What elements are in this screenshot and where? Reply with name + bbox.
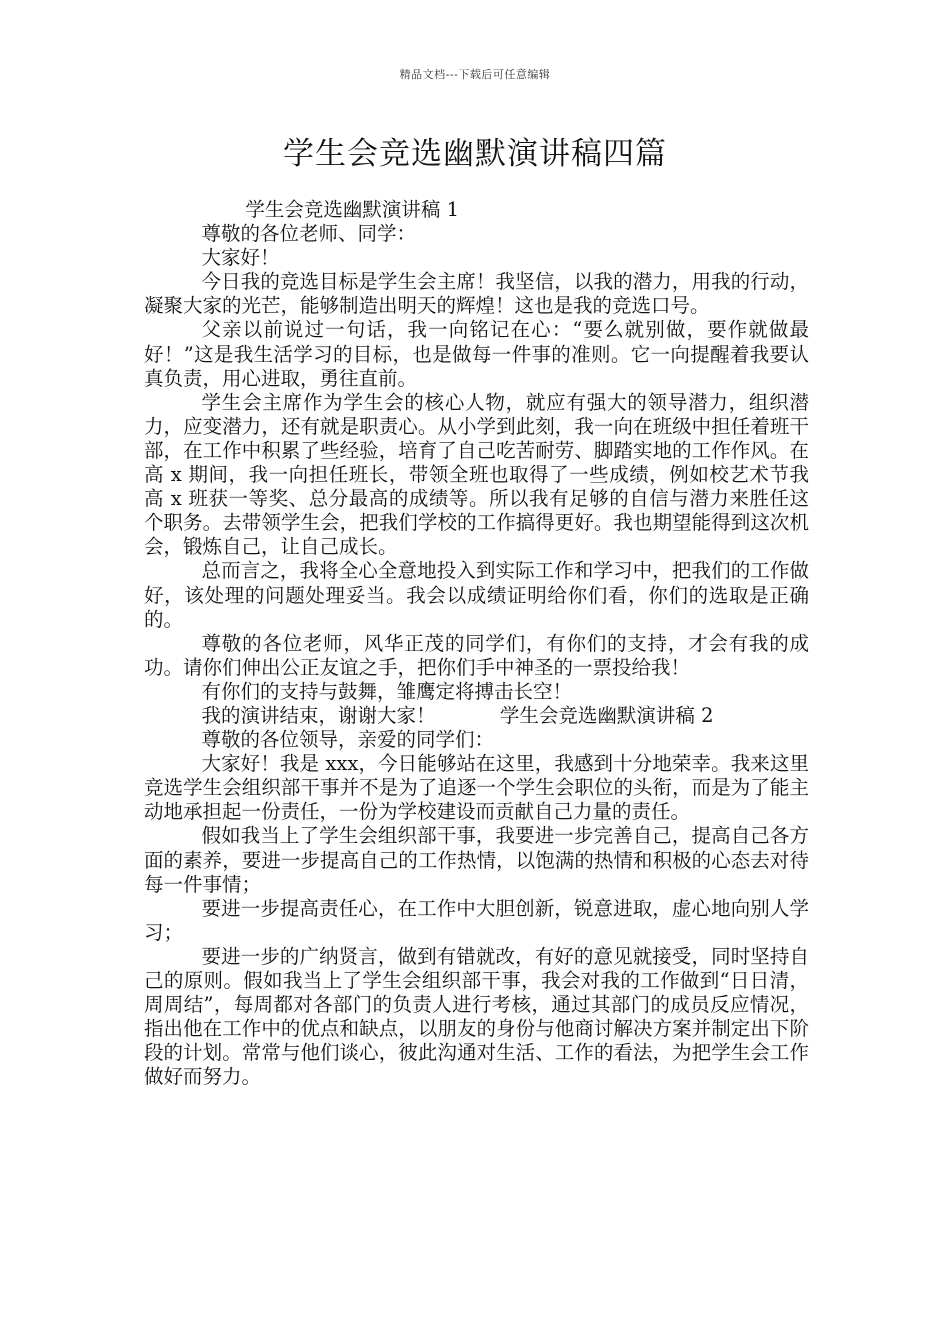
document-body — [144, 198, 809, 1089]
section-1-paragraph: 有你们的支持与鼓舞，雏鹰定将搏击长空！ — [201, 679, 573, 703]
header-note: 精品文档---下载后可任意编辑 — [399, 68, 551, 81]
section-2-paragraph: 大家好！我是 xxx，今日能够站在这里，我感到十分地荣幸。我来这里竞选学生会组织部干事并不是为了追逐一个学生会职位的头衔，而是为了能主动地承担起一份责任，一份为学校建设而贡献自己力量的责任。 — [144, 752, 809, 824]
section-1-paragraph: 今日我的竞选目标是学生会主席！我坚信，以我的潜力，用我的行动，凝聚大家的光芒，能够制造出明天的辉煌！这也是我的竞选口号。 — [144, 270, 809, 318]
section-2-paragraph: 要进一步提高责任心，在工作中大胆创新，锐意进取，虚心地向别人学习； — [144, 896, 809, 944]
closing-and-section-2-heading — [144, 704, 809, 728]
section-1-paragraph: 学生会主席作为学生会的核心人物，就应有强大的领导潜力，组织潜力，应变潜力，还有就是职责心。从小学到此刻，我一向在班级中担任着班干部，在工作中积累了些经验，培育了自己吃苦耐劳、脚踏实地的工作作风。在高 x 期间，我一向担任班长，带领全班也取得了一些成绩，例如校艺术节我高 x 班获一等奖、总分最高的成绩等。所以我有足够的自信与潜力来胜任这个职务。去带领学生会，把我们学校的工作搞得更好。我也期望能得到这次机会，锻炼自己，让自己成长。 — [144, 390, 809, 559]
section-1-heading: 学生会竞选幽默演讲稿 1 — [245, 198, 459, 221]
section-1-paragraph: 尊敬的各位老师，风华正茂的同学们，有你们的支持，才会有我的成功。请你们伸出公正友谊之手，把你们手中神圣的一票投给我！ — [144, 631, 809, 679]
section-2-paragraph: 假如我当上了学生会组织部干事，我要进一步完善自己，提高自己各方面的素养，要进一步提高自己的工作热情，以饱满的热情和积极的心态去对待每一件事情； — [144, 824, 809, 896]
section-1-paragraph: 父亲以前说过一句话，我一向铭记在心：“要么就别做，要作就做最好！”这是我生活学习的目标，也是做每一件事的准则。它一向提醒着我要认真负责，用心进取，勇往直前。 — [144, 318, 809, 390]
section-1-paragraph: 总而言之，我将全心全意地投入到实际工作和学习中，把我们的工作做好，该处理的问题处理妥当。我会以成绩证明给你们看，你们的选取是正确的。 — [144, 559, 809, 631]
section-1-paragraph: 大家好！ — [201, 246, 280, 270]
section-2-paragraph: 要进一步的广纳贤言，做到有错就改，有好的意见就接受，同时坚持自己的原则。假如我当上了学生会组织部干事，我会对我的工作做到“日日清，周周结”，每周都对各部门的负责人进行考核，通过其部门的成员反应情况，指出他在工作中的优点和缺点，以朋友的身份与他商讨解决方案并制定出下阶段的计划。常常与他们谈心，彼此沟通对生活、工作的看法，为把学生会工作做好而努力。 — [144, 944, 809, 1089]
section-1-closing: 我的演讲结束，谢谢大家！ — [201, 703, 436, 727]
document-title: 学生会竞选幽默演讲稿四篇 — [283, 136, 667, 172]
section-2-paragraph: 尊敬的各位领导，亲爱的同学们： — [201, 728, 495, 752]
section-1-paragraph: 尊敬的各位老师、同学： — [201, 222, 417, 246]
section-2-heading: 学生会竞选幽默演讲稿 2 — [499, 703, 714, 727]
